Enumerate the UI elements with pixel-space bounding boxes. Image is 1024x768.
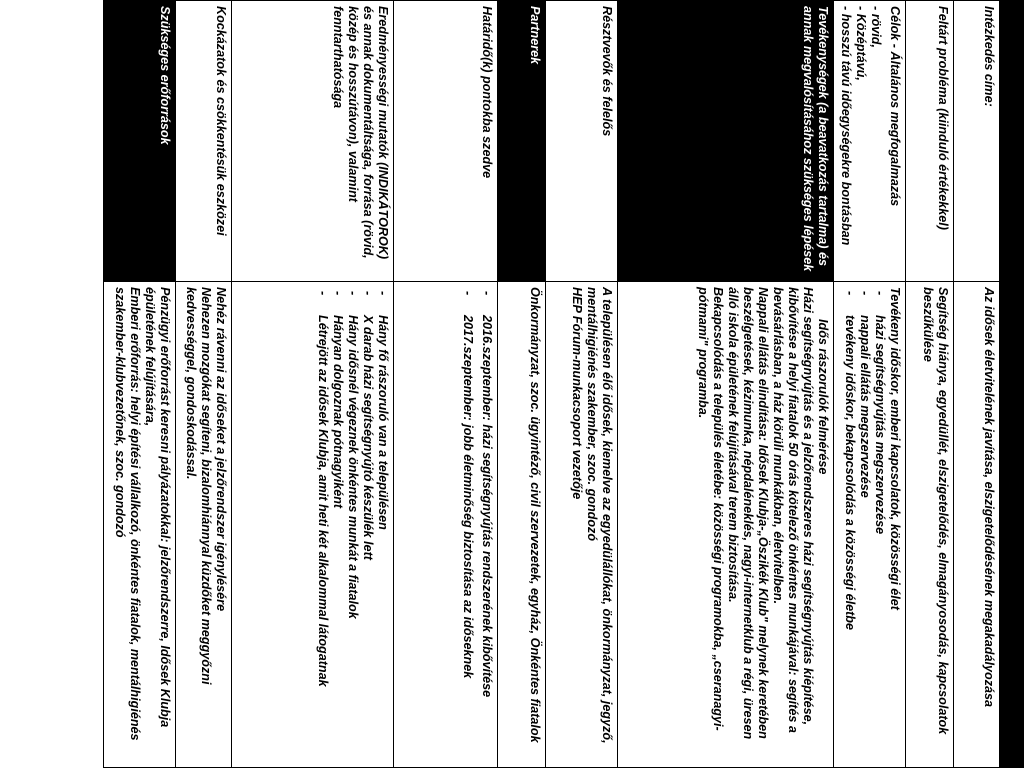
content-cell [394, 282, 498, 768]
deadline-list [460, 287, 494, 762]
content-line: Önkormányzat, szoc. ügyintéző, civil szervezetek, egyház, Önkéntes fiatalok [528, 287, 542, 743]
label-text: Résztvevők és felelős [600, 6, 614, 137]
content-line: Tevékeny időskor, emberi kapcsolatok, közösségi élet [888, 287, 902, 610]
content-line: Az idősek életvitelének javítása, elszigetelődésének megakadályozása [982, 287, 996, 708]
action-plan-table [103, 0, 1000, 768]
label-cell [176, 1, 232, 282]
content-line: Bekapcsolódás a település életébe: közösségi programokba, „cseranagyi-pótmami" programba. [696, 287, 725, 731]
label-cell [546, 1, 618, 282]
table-row-goals [834, 1, 906, 768]
table-row-title [954, 1, 1000, 768]
content-cell [618, 282, 834, 768]
table-row-deadlines [394, 1, 498, 768]
label-text: Tevékenységek (a beavatkozás tartalma) és annak megvalósításához szükséges lépések [801, 6, 830, 272]
label-cell-redacted [618, 1, 834, 282]
content-line: HEP Fórum-munkacsoport vezetője [570, 287, 584, 500]
label-cell [394, 1, 498, 282]
label-text: Kockázatok és csökkentésük eszközei [214, 6, 228, 236]
label-item: - Középtávú, [854, 6, 868, 81]
label-text: Partnerek [528, 6, 542, 65]
label-text: Határidő(k) pontokba szedve [480, 6, 494, 179]
content-cell [104, 282, 176, 768]
content-line: Segítség hiánya, egyedüllét, elszigetelődés, elmagányosodás, kapcsolatok beszűkülése [921, 287, 950, 735]
label-item: - hosszú távú időegységekre bontásban [839, 6, 853, 246]
table-row-activities [618, 1, 834, 768]
label-cell [232, 1, 394, 282]
list-item: - nappali ellátás megszervezése [857, 287, 872, 762]
table-row-participants [546, 1, 618, 768]
content-line: Idős rászorulók felmérése [816, 319, 830, 475]
table-row-risks [176, 1, 232, 768]
content-line: A településen élő idősek, kiemelve az egyedülállókat, önkormányzat, jegyző, mentálhigiénés szakember, szoc. gondozó [585, 287, 614, 744]
content-line: Nehéz rávenni az időseket a jelzőrendszer igénylésére [214, 287, 228, 612]
table-row-partners [498, 1, 546, 768]
list-item: - Létrejött az idősek Klubja, amit heti két alkalommal látogatnak [315, 287, 330, 762]
list-item: - tevékeny időskor, bekapcsolódás a közösségi életbe [842, 287, 857, 762]
label-cell [834, 1, 906, 282]
label-cell-redacted [104, 1, 176, 282]
table-row-problem [906, 1, 954, 768]
label-text: Feltárt probléma (kiinduló értékekkel) [936, 6, 950, 230]
table-row-indicators [232, 1, 394, 768]
content-cell [834, 282, 906, 768]
content-cell [954, 282, 1000, 768]
content-cell [176, 282, 232, 768]
label-item: - rövid, [869, 6, 883, 48]
content-line: Nappali ellátás elindítása: Idősek Klubja-„Öszikék Klub" melynek keretében beszélgetések, kézimunka, népdaléneklés, nagyi-internetklub a régi, üresen álló iskola épületének felújításával terem biztosítása. [726, 287, 770, 740]
content-line: Házi segítségnyújtás és a jelzőrendszeres házi segítségnyújtás kiépítése, kibővítése a helyi fiatalok 50 órás kötelező önkéntes munkájával: segítés a bevásárlásban, a ház körüli munkákban, életvitelben. [771, 287, 815, 733]
label-cell [954, 1, 1000, 282]
label-text: Eredményességi mutatók (INDIKÁTOROK) és annak dokumentáltsága, forrása (rövid, közép és hosszútávon), valamint fenntarthatósága [331, 6, 390, 260]
content-cell [498, 282, 546, 768]
table-row-resources [104, 1, 176, 768]
list-item: - Hány idősnél végeznek önkéntes munkát a fiatalok [345, 287, 360, 762]
list-item: - 2017.szeptember: jobb életminőség biztosítása az időseknek [460, 287, 475, 762]
content-line: Emberi erőforrás: helyi építési vállalkozó, önkéntes fiatalok, mentálhigiénés szakember-klubvezetőnek, szoc. gondozó [113, 287, 142, 741]
content-line: Nehezen mozgókat segíteni, bizalomhiánnyal küzdőket meggyőzni kedvességgel, gondoskodással. [184, 287, 213, 685]
label-cell-redacted [498, 1, 546, 282]
label-cell [906, 1, 954, 282]
label-text: Szükséges erőforrások [158, 6, 172, 145]
indicator-list [315, 287, 390, 762]
list-item: - X darab házi segítségnyújtó készülék lett [360, 287, 375, 762]
goal-list [842, 287, 887, 762]
label-text: Intézkedés címe: [982, 6, 996, 107]
content-line: Pénzügyi erőforrást keresni pályázatokkal: jelzőrendszerre, Idősek Klubja épületének felújítására, [143, 287, 172, 728]
content-cell [232, 282, 394, 768]
content-cell [546, 282, 618, 768]
label-text: Célok - Általános megfogalmazás [888, 6, 902, 207]
list-item: - 2016.szeptember: házi segítségnyújtás rendszerének kibővítése [479, 287, 494, 762]
list-item: - Hány fő rászoruló van a településen [375, 287, 390, 762]
content-cell [906, 282, 954, 768]
list-item: - Hányan dolgoznak pótnagyiként [330, 287, 345, 762]
scan-edge-shadow [1000, 0, 1024, 768]
list-item: - házi segítségnyújtás megszervezése [872, 287, 887, 762]
